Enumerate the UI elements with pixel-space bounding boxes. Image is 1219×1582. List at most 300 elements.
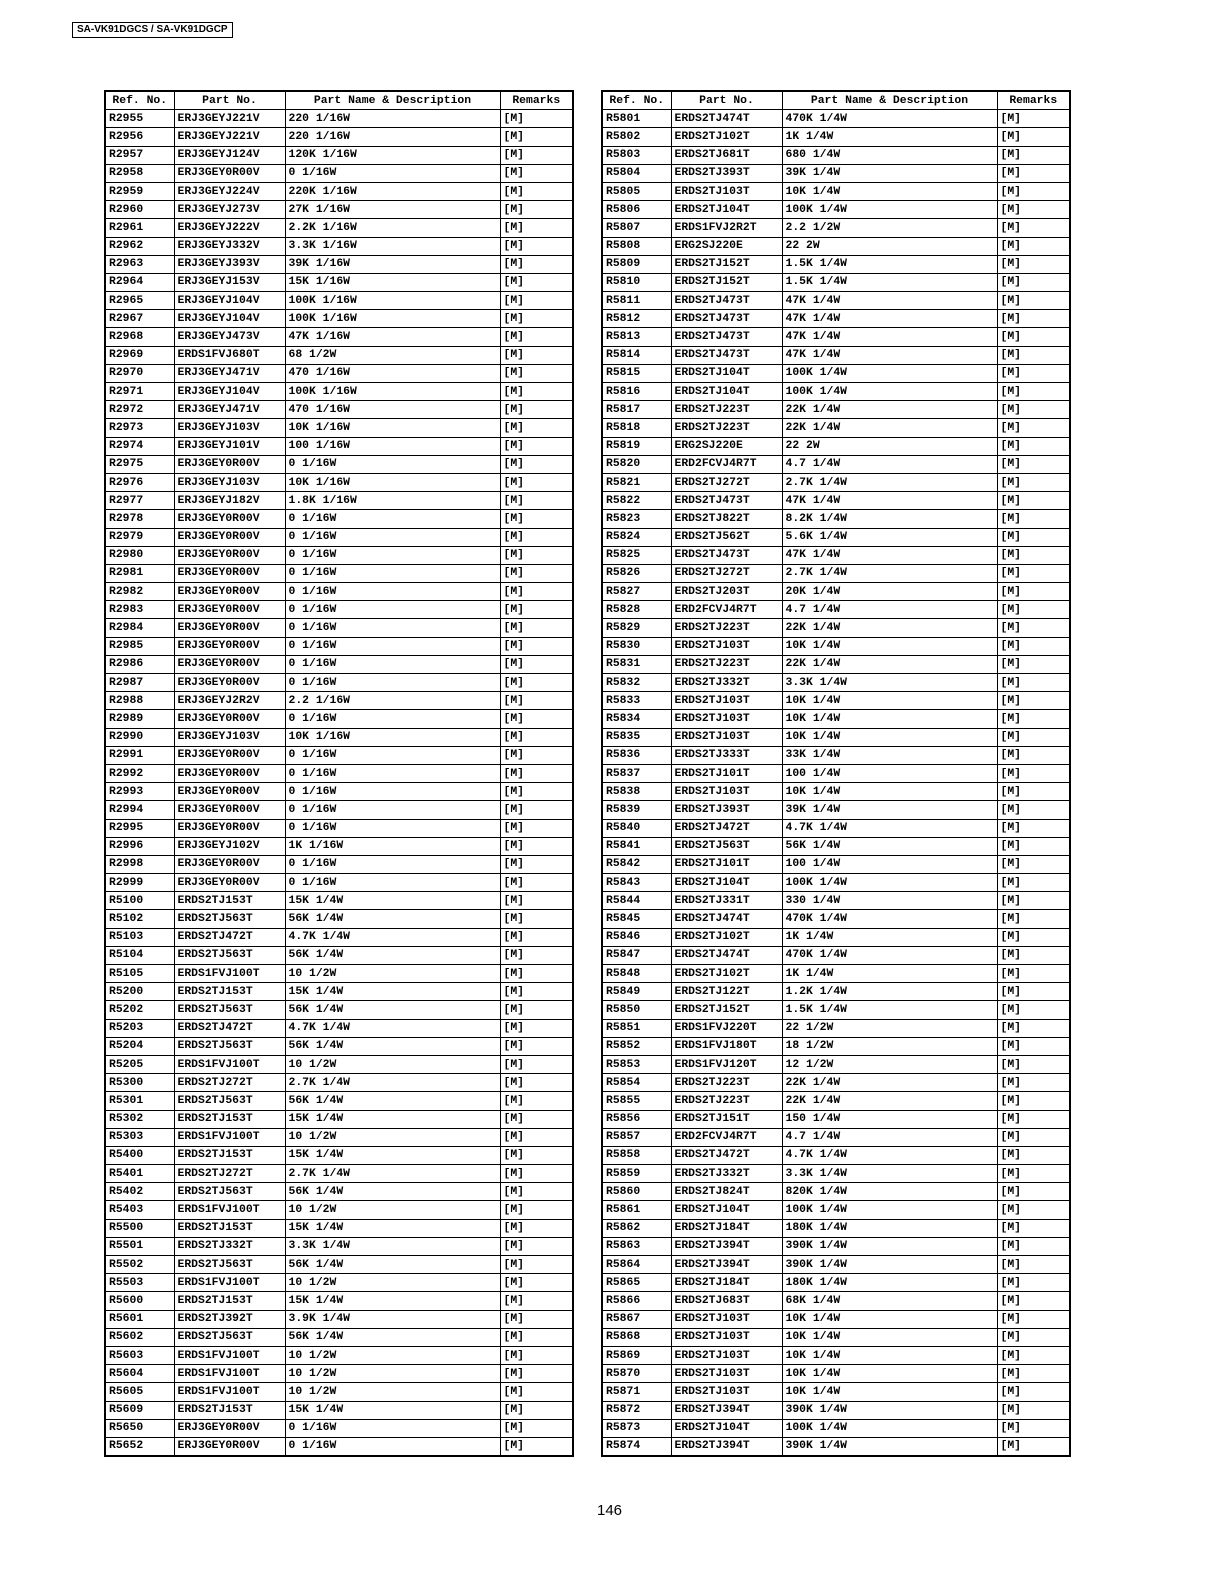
ref-no-cell: R2959 [105,182,174,200]
remarks-cell: [M] [500,1074,573,1092]
part-no-cell: ERDS2TJ563T [174,1183,285,1201]
table-row [105,510,573,528]
remarks-cell: [M] [997,1274,1070,1292]
table-row [602,346,1070,364]
table-row [602,437,1070,455]
ref-no-cell: R5872 [602,1401,671,1419]
ref-no-cell: R5200 [105,983,174,1001]
part-name-cell: 27K 1/16W [285,201,500,219]
part-no-cell: ERDS2TJ562T [671,528,782,546]
ref-no-cell: R5838 [602,783,671,801]
remarks-cell: [M] [997,674,1070,692]
part-name-cell: 0 1/16W [285,637,500,655]
ref-no-cell: R5652 [105,1437,174,1456]
part-name-cell: 2.7K 1/4W [782,564,997,582]
table-row [105,1419,573,1437]
ref-no-cell: R5813 [602,328,671,346]
remarks-cell: [M] [500,1001,573,1019]
table-row [105,1055,573,1073]
part-no-cell: ERDS2TJ393T [671,801,782,819]
part-name-cell: 33K 1/4W [782,746,997,764]
remarks-cell: [M] [997,564,1070,582]
table-row [105,328,573,346]
part-no-cell: ERDS2TJ272T [174,1165,285,1183]
part-name-cell: 100K 1/16W [285,310,500,328]
part-name-cell: 220 1/16W [285,128,500,146]
table-row [602,1256,1070,1274]
table-row [602,473,1070,491]
remarks-cell: [M] [997,892,1070,910]
remarks-cell: [M] [997,1055,1070,1073]
part-no-cell: ERJ3GEYJ473V [174,328,285,346]
remarks-cell: [M] [997,692,1070,710]
ref-no-cell: R2993 [105,783,174,801]
ref-no-cell: R5817 [602,401,671,419]
part-name-cell: 150 1/4W [782,1110,997,1128]
remarks-cell: [M] [500,1437,573,1456]
table-row [602,819,1070,837]
remarks-cell: [M] [997,237,1070,255]
part-no-cell: ERDS2TJ103T [671,710,782,728]
ref-no-cell: R5847 [602,946,671,964]
part-name-cell: 47K 1/16W [285,328,500,346]
part-no-cell: ERDS2TJ153T [174,892,285,910]
part-name-cell: 22K 1/4W [782,1074,997,1092]
part-no-cell: ERJ3GEY0R00V [174,819,285,837]
remarks-cell: [M] [500,546,573,564]
part-no-cell: ERJ3GEYJ224V [174,182,285,200]
part-name-cell: 1.5K 1/4W [782,255,997,273]
part-no-cell: ERDS2TJ563T [174,1037,285,1055]
table-row [105,219,573,237]
part-name-cell: 39K 1/4W [782,164,997,182]
ref-no-cell: R2960 [105,201,174,219]
remarks-cell: [M] [500,1183,573,1201]
part-name-cell: 15K 1/4W [285,1401,500,1419]
ref-no-cell: R5650 [105,1419,174,1437]
ref-no-cell: R5859 [602,1165,671,1183]
part-no-cell: ERJ3GEY0R00V [174,783,285,801]
table-row [602,910,1070,928]
ref-no-cell: R2975 [105,455,174,473]
table-row [105,1219,573,1237]
part-name-cell: 100 1/16W [285,437,500,455]
table-row [602,1437,1070,1456]
part-name-cell: 1.8K 1/16W [285,492,500,510]
remarks-cell: [M] [997,473,1070,491]
ref-no-cell: R5832 [602,674,671,692]
part-no-cell: ERDS2TJ223T [671,419,782,437]
ref-no-cell: R5836 [602,746,671,764]
table-row [105,383,573,401]
part-no-cell: ERJ3GEY0R00V [174,546,285,564]
part-no-cell: ERJ3GEY0R00V [174,601,285,619]
part-no-cell: ERDS2TJ331T [671,892,782,910]
part-no-cell: ERJ3GEY0R00V [174,874,285,892]
remarks-cell: [M] [500,346,573,364]
table-row [602,510,1070,528]
ref-no-cell: R2995 [105,819,174,837]
part-name-cell: 56K 1/4W [285,1256,500,1274]
part-name-cell: 0 1/16W [285,874,500,892]
table-row [602,255,1070,273]
table-row [602,728,1070,746]
ref-no-cell: R2970 [105,364,174,382]
table-row [602,1146,1070,1164]
remarks-cell: [M] [997,910,1070,928]
ref-no-cell: R2976 [105,473,174,491]
part-no-cell: ERJ3GEYJ103V [174,728,285,746]
ref-no-cell: R5605 [105,1383,174,1401]
ref-no-cell: R5867 [602,1310,671,1328]
part-name-cell: 470 1/16W [285,401,500,419]
part-name-cell: 10K 1/4W [782,637,997,655]
part-name-cell: 1K 1/4W [782,928,997,946]
remarks-cell: [M] [500,655,573,673]
part-no-cell: ERJ3GEYJ101V [174,437,285,455]
part-name-cell: 2.7K 1/4W [285,1074,500,1092]
part-name-cell: 10K 1/4W [782,692,997,710]
remarks-cell: [M] [500,728,573,746]
remarks-cell: [M] [500,328,573,346]
part-name-cell: 22K 1/4W [782,619,997,637]
remarks-cell: [M] [500,1328,573,1346]
remarks-cell: [M] [500,128,573,146]
remarks-cell: [M] [500,801,573,819]
part-name-cell: 22 2W [782,437,997,455]
part-no-cell: ERD2FCVJ4R7T [671,1128,782,1146]
remarks-cell: [M] [997,855,1070,873]
part-no-cell: ERDS2TJ272T [671,564,782,582]
part-name-cell: 4.7K 1/4W [782,1146,997,1164]
ref-no-cell: R5500 [105,1219,174,1237]
parts-table-right [601,90,1071,1457]
table-row [602,874,1070,892]
part-no-cell: ERJ3GEY0R00V [174,655,285,673]
part-no-cell: ERDS1FVJ680T [174,346,285,364]
ref-no-cell: R2977 [105,492,174,510]
part-no-cell: ERDS2TJ103T [671,1328,782,1346]
part-name-cell: 10K 1/4W [782,1383,997,1401]
part-name-cell: 15K 1/4W [285,983,500,1001]
remarks-cell: [M] [500,874,573,892]
table-row [602,364,1070,382]
part-name-cell: 0 1/16W [285,655,500,673]
ref-no-cell: R5104 [105,946,174,964]
part-no-cell: ERDS2TJ473T [671,292,782,310]
remarks-cell: [M] [500,401,573,419]
table-row [602,237,1070,255]
table-row [602,655,1070,673]
remarks-cell: [M] [997,583,1070,601]
part-name-cell: 39K 1/4W [782,801,997,819]
remarks-cell: [M] [500,1165,573,1183]
ref-no-cell: R5805 [602,182,671,200]
remarks-cell: [M] [500,1092,573,1110]
part-no-cell: ERJ3GEYJ104V [174,310,285,328]
part-name-cell: 10K 1/4W [782,182,997,200]
part-name-cell: 0 1/16W [285,819,500,837]
ref-no-cell: R5810 [602,273,671,291]
part-no-cell: ERDS2TJ184T [671,1219,782,1237]
table-row [105,837,573,855]
part-no-cell: ERDS2TJ152T [671,273,782,291]
table-row [105,182,573,200]
ref-no-cell: R5869 [602,1346,671,1364]
part-no-cell: ERDS2TJ563T [174,1328,285,1346]
ref-no-cell: R2955 [105,110,174,128]
table-row [105,273,573,291]
remarks-cell: [M] [500,928,573,946]
ref-no-cell: R5864 [602,1256,671,1274]
part-no-cell: ERDS2TJ474T [671,946,782,964]
ref-no-cell: R2969 [105,346,174,364]
table-row [602,892,1070,910]
remarks-cell: [M] [997,255,1070,273]
table-row [105,783,573,801]
ref-no-cell: R5804 [602,164,671,182]
table-row [105,1346,573,1364]
table-row [602,528,1070,546]
part-no-cell: ERDS2TJ563T [174,946,285,964]
remarks-cell: [M] [997,764,1070,782]
remarks-cell: [M] [500,110,573,128]
ref-no-cell: R5840 [602,819,671,837]
remarks-cell: [M] [500,619,573,637]
ref-no-cell: R5401 [105,1165,174,1183]
ref-no-cell: R2983 [105,601,174,619]
part-no-cell: ERDS1FVJ220T [671,1019,782,1037]
ref-no-cell: R5842 [602,855,671,873]
part-name-cell: 68 1/2W [285,346,500,364]
table-row [105,1365,573,1383]
ref-no-cell: R2982 [105,583,174,601]
part-no-cell: ERDS2TJ153T [174,1146,285,1164]
ref-no-cell: R5834 [602,710,671,728]
table-row [602,146,1070,164]
ref-no-cell: R5866 [602,1292,671,1310]
remarks-cell: [M] [997,1001,1070,1019]
table-row [105,546,573,564]
remarks-cell: [M] [500,1110,573,1128]
remarks-cell: [M] [997,728,1070,746]
part-name-cell: 4.7K 1/4W [285,1019,500,1037]
remarks-cell: [M] [500,492,573,510]
part-no-cell: ERDS2TJ223T [671,401,782,419]
ref-no-cell: R5400 [105,1146,174,1164]
ref-no-cell: R5103 [105,928,174,946]
ref-no-cell: R5870 [602,1365,671,1383]
part-no-cell: ERDS2TJ473T [671,310,782,328]
part-name-cell: 1.5K 1/4W [782,273,997,291]
part-name-cell: 1K 1/4W [782,128,997,146]
table-row [602,128,1070,146]
part-no-cell: ERDS2TJ394T [671,1401,782,1419]
part-no-cell: ERDS2TJ474T [671,910,782,928]
header-part-no: Part No. [174,91,285,110]
ref-no-cell: R5803 [602,146,671,164]
part-no-cell: ERDS1FVJ2R2T [671,219,782,237]
table-row [602,1055,1070,1073]
table-row [105,1001,573,1019]
part-no-cell: ERDS2TJ272T [174,1074,285,1092]
ref-no-cell: R5833 [602,692,671,710]
header-part-name: Part Name & Description [285,91,500,110]
part-no-cell: ERDS1FVJ120T [671,1055,782,1073]
part-name-cell: 47K 1/4W [782,292,997,310]
page-number: 146 [596,1502,623,1519]
table-row [105,310,573,328]
part-name-cell: 0 1/16W [285,783,500,801]
remarks-cell: [M] [500,983,573,1001]
part-no-cell: ERDS2TJ104T [671,1201,782,1219]
part-no-cell: ERJ3GEYJ471V [174,364,285,382]
ref-no-cell: R2999 [105,874,174,892]
part-name-cell: 0 1/16W [285,1419,500,1437]
part-no-cell: ERDS2TJ152T [671,255,782,273]
ref-no-cell: R2962 [105,237,174,255]
part-name-cell: 390K 1/4W [782,1237,997,1255]
part-name-cell: 0 1/16W [285,746,500,764]
table-row [602,637,1070,655]
part-name-cell: 10K 1/16W [285,419,500,437]
ref-no-cell: R2996 [105,837,174,855]
ref-no-cell: R2989 [105,710,174,728]
ref-no-cell: R5860 [602,1183,671,1201]
table-row [602,492,1070,510]
part-no-cell: ERDS2TJ153T [174,1219,285,1237]
part-no-cell: ERJ3GEY0R00V [174,764,285,782]
remarks-cell: [M] [500,273,573,291]
part-name-cell: 470K 1/4W [782,110,997,128]
table-row [105,637,573,655]
part-name-cell: 10 1/2W [285,1128,500,1146]
part-name-cell: 2.2 1/2W [782,219,997,237]
part-name-cell: 4.7 1/4W [782,1128,997,1146]
part-no-cell: ERJ3GEYJ182V [174,492,285,510]
part-no-cell: ERDS2TJ103T [671,1346,782,1364]
part-name-cell: 330 1/4W [782,892,997,910]
part-no-cell: ERJ3GEY0R00V [174,455,285,473]
ref-no-cell: R2974 [105,437,174,455]
remarks-cell: [M] [997,219,1070,237]
table-row [602,965,1070,983]
remarks-cell: [M] [997,182,1070,200]
ref-no-cell: R2986 [105,655,174,673]
table-row [602,837,1070,855]
part-name-cell: 56K 1/4W [285,1183,500,1201]
remarks-cell: [M] [500,892,573,910]
part-name-cell: 4.7K 1/4W [782,819,997,837]
part-no-cell: ERDS2TJ392T [174,1310,285,1328]
ref-no-cell: R5806 [602,201,671,219]
part-name-cell: 3.3K 1/16W [285,237,500,255]
part-no-cell: ERDS2TJ824T [671,1183,782,1201]
table-row [105,892,573,910]
part-no-cell: ERDS2TJ103T [671,637,782,655]
remarks-cell: [M] [997,1165,1070,1183]
part-no-cell: ERDS2TJ223T [671,1092,782,1110]
part-name-cell: 5.6K 1/4W [782,528,997,546]
remarks-cell: [M] [997,983,1070,1001]
part-name-cell: 180K 1/4W [782,1219,997,1237]
remarks-cell: [M] [500,1219,573,1237]
part-name-cell: 56K 1/4W [285,1037,500,1055]
table-row [602,1001,1070,1019]
table-row [105,1146,573,1164]
ref-no-cell: R5609 [105,1401,174,1419]
table-row [602,546,1070,564]
remarks-cell: [M] [500,1146,573,1164]
remarks-cell: [M] [500,292,573,310]
remarks-cell: [M] [997,146,1070,164]
remarks-cell: [M] [500,637,573,655]
ref-no-cell: R5862 [602,1219,671,1237]
table-row [105,437,573,455]
part-name-cell: 10 1/2W [285,1365,500,1383]
ref-no-cell: R5839 [602,801,671,819]
remarks-cell: [M] [500,710,573,728]
part-name-cell: 39K 1/16W [285,255,500,273]
ref-no-cell: R5863 [602,1237,671,1255]
remarks-cell: [M] [500,965,573,983]
table-row [105,801,573,819]
table-row [602,692,1070,710]
table-row [105,1328,573,1346]
part-no-cell: ERJ3GEYJ393V [174,255,285,273]
ref-no-cell: R5825 [602,546,671,564]
ref-no-cell: R5402 [105,1183,174,1201]
remarks-cell: [M] [997,1292,1070,1310]
ref-no-cell: R5815 [602,364,671,382]
table-row [602,201,1070,219]
header-ref-no: Ref. No. [105,91,174,110]
part-no-cell: ERDS2TJ332T [671,674,782,692]
part-no-cell: ERD2FCVJ4R7T [671,455,782,473]
ref-no-cell: R5827 [602,583,671,601]
part-no-cell: ERDS2TJ394T [671,1237,782,1255]
part-no-cell: ERD2FCVJ4R7T [671,601,782,619]
ref-no-cell: R5501 [105,1237,174,1255]
part-name-cell: 22K 1/4W [782,401,997,419]
remarks-cell: [M] [500,1292,573,1310]
table-row [105,1201,573,1219]
part-no-cell: ERDS2TJ104T [671,201,782,219]
part-no-cell: ERJ3GEY0R00V [174,637,285,655]
table-row [105,292,573,310]
table-row [105,201,573,219]
part-name-cell: 56K 1/4W [285,910,500,928]
table-row [602,946,1070,964]
remarks-cell: [M] [500,783,573,801]
remarks-cell: [M] [997,783,1070,801]
part-name-cell: 220K 1/16W [285,182,500,200]
remarks-cell: [M] [500,946,573,964]
part-name-cell: 1K 1/4W [782,965,997,983]
part-no-cell: ERDS1FVJ100T [174,1346,285,1364]
ref-no-cell: R2956 [105,128,174,146]
ref-no-cell: R2998 [105,855,174,873]
part-name-cell: 18 1/2W [782,1037,997,1055]
header-part-name: Part Name & Description [782,91,997,110]
part-name-cell: 10K 1/4W [782,1328,997,1346]
ref-no-cell: R5849 [602,983,671,1001]
part-name-cell: 0 1/16W [285,164,500,182]
remarks-cell: [M] [997,201,1070,219]
ref-no-cell: R5820 [602,455,671,473]
remarks-cell: [M] [997,128,1070,146]
part-no-cell: ERJ3GEY0R00V [174,619,285,637]
